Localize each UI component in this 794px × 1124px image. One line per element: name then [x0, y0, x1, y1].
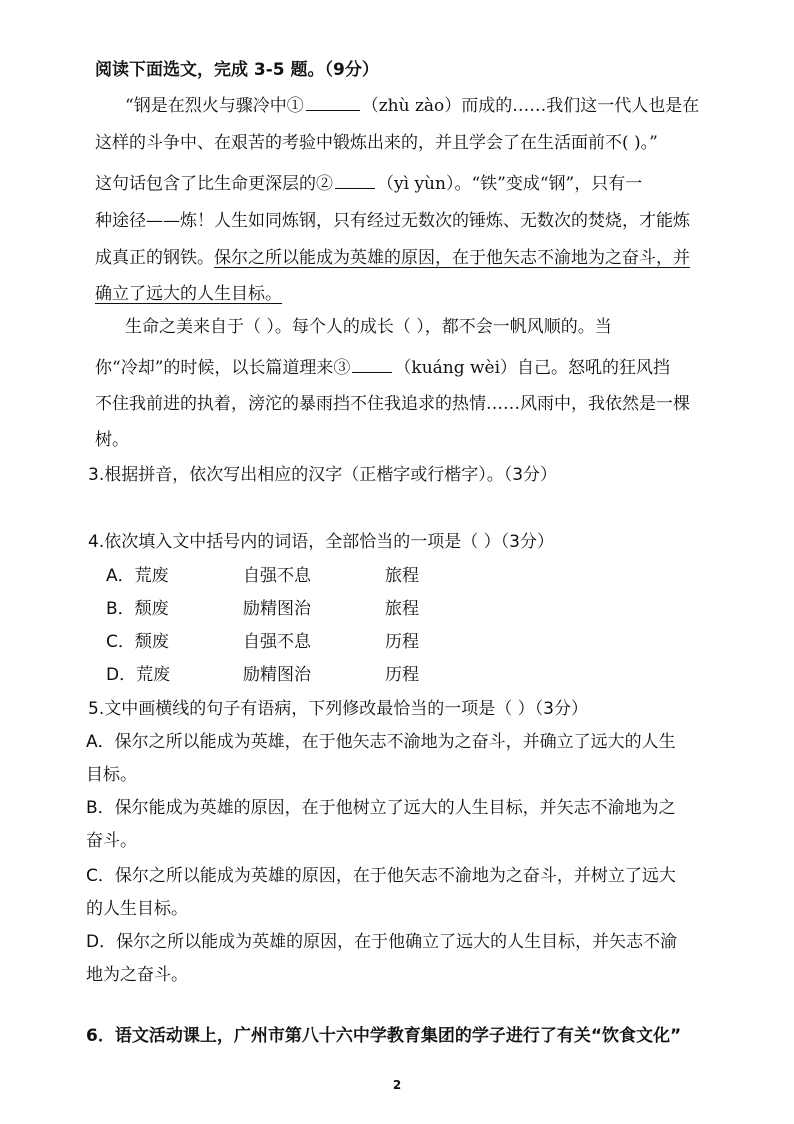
question-5-option-c-cont: 的人生目标。 [86, 899, 188, 919]
question-5-option-a: A．保尔之所以能成为英雄，在于他矢志不渝地为之奋斗，并确立了远大的人生 [86, 732, 676, 752]
blank-2 [335, 170, 375, 189]
passage-line-9: 不住我前进的执着，滂沱的暴雨挡不住我追求的热情……风雨中，我依然是一棵 [95, 394, 690, 414]
option-word: 旅程 [385, 566, 419, 586]
passage-text: 你“冷却”的时候，以长篇道理来③ [95, 358, 351, 378]
blank-1 [306, 92, 360, 111]
passage-text: 成真正的钢铁。 [95, 248, 214, 268]
option-label: C．颓废 [106, 632, 169, 652]
question-5-option-d: D．保尔之所以能成为英雄的原因，在于他确立了远大的人生目标，并矢志不渝 [86, 932, 678, 952]
passage-line-8 [95, 354, 670, 380]
option-word: 励精图治 [243, 665, 311, 685]
option-label: B．颓废 [106, 599, 169, 619]
passage-line-1 [125, 92, 699, 118]
passage-line-4: 种途径——炼！人生如同炼钢，只有经过无数次的锤炼、无数次的焚烧，才能炼 [95, 211, 690, 231]
passage-text: （yì yùn）。“铁”变成“钢”，只有一 [377, 174, 643, 194]
question-5-option-a-cont: 目标。 [86, 765, 137, 785]
question-3: 3.根据拼音，依次写出相应的汉字（正楷字或行楷字）。（3分） [88, 465, 558, 485]
passage-line-10: 树。 [95, 430, 129, 450]
underlined-sentence: 保尔之所以能成为英雄的原因，在于他矢志不渝地为之奋斗，并 [214, 248, 690, 268]
passage-line-7: 生命之美来自于（ ）。每个人的成长（ ），都不会一帆风顺的。当 [125, 317, 612, 337]
passage-line-3 [95, 170, 642, 196]
passage-text: “钢是在烈火与骤冷中① [125, 96, 304, 116]
question-5-stem: 5.文中画横线的句子有语病，下列修改最恰当的一项是（ ）（3分） [88, 699, 588, 719]
passage-text: 这句话包含了比生命更深层的② [95, 174, 333, 194]
page-number: 2 [392, 1078, 402, 1092]
passage-text: （kuáng wèi）自己。怒吼的狂风挡 [394, 358, 671, 378]
passage-line-5 [95, 246, 690, 270]
question-5-option-d-cont: 地为之奋斗。 [86, 965, 188, 985]
question-4-stem: 4.依次填入文中括号内的词语，全部恰当的一项是（ ）（3分） [88, 532, 554, 552]
underlined-sentence-end: 确立了远大的人生目标。 [95, 284, 282, 304]
option-word: 历程 [385, 632, 419, 652]
option-word: 自强不息 [243, 566, 311, 586]
question-5-option-b-cont: 奋斗。 [86, 831, 137, 851]
option-word: 励精图治 [243, 599, 311, 619]
option-word: 自强不息 [243, 632, 311, 652]
passage-line-2: 这样的斗争中、在艰苦的考验中锻炼出来的，并且学会了在生活面前不( )。” [95, 133, 658, 153]
option-word: 历程 [385, 665, 419, 685]
question-5-option-c: C．保尔之所以能成为英雄的原因，在于他矢志不渝地为之奋斗，并树立了远大 [86, 866, 676, 886]
question-6: 6．语文活动课上，广州市第八十六中学教育集团的学子进行了有关“饮食文化” [86, 1026, 682, 1046]
option-label: D．荒废 [106, 665, 171, 685]
option-word: 旅程 [385, 599, 419, 619]
option-label: A．荒废 [106, 566, 169, 586]
blank-3 [352, 354, 392, 373]
question-5-option-b: B．保尔能成为英雄的原因，在于他树立了远大的人生目标，并矢志不渝地为之 [86, 798, 676, 818]
passage-text: （zhù zào）而成的……我们这一代人也是在 [361, 96, 700, 116]
section-heading: 阅读下面选文，完成 3-5 题。（9分） [95, 60, 379, 80]
